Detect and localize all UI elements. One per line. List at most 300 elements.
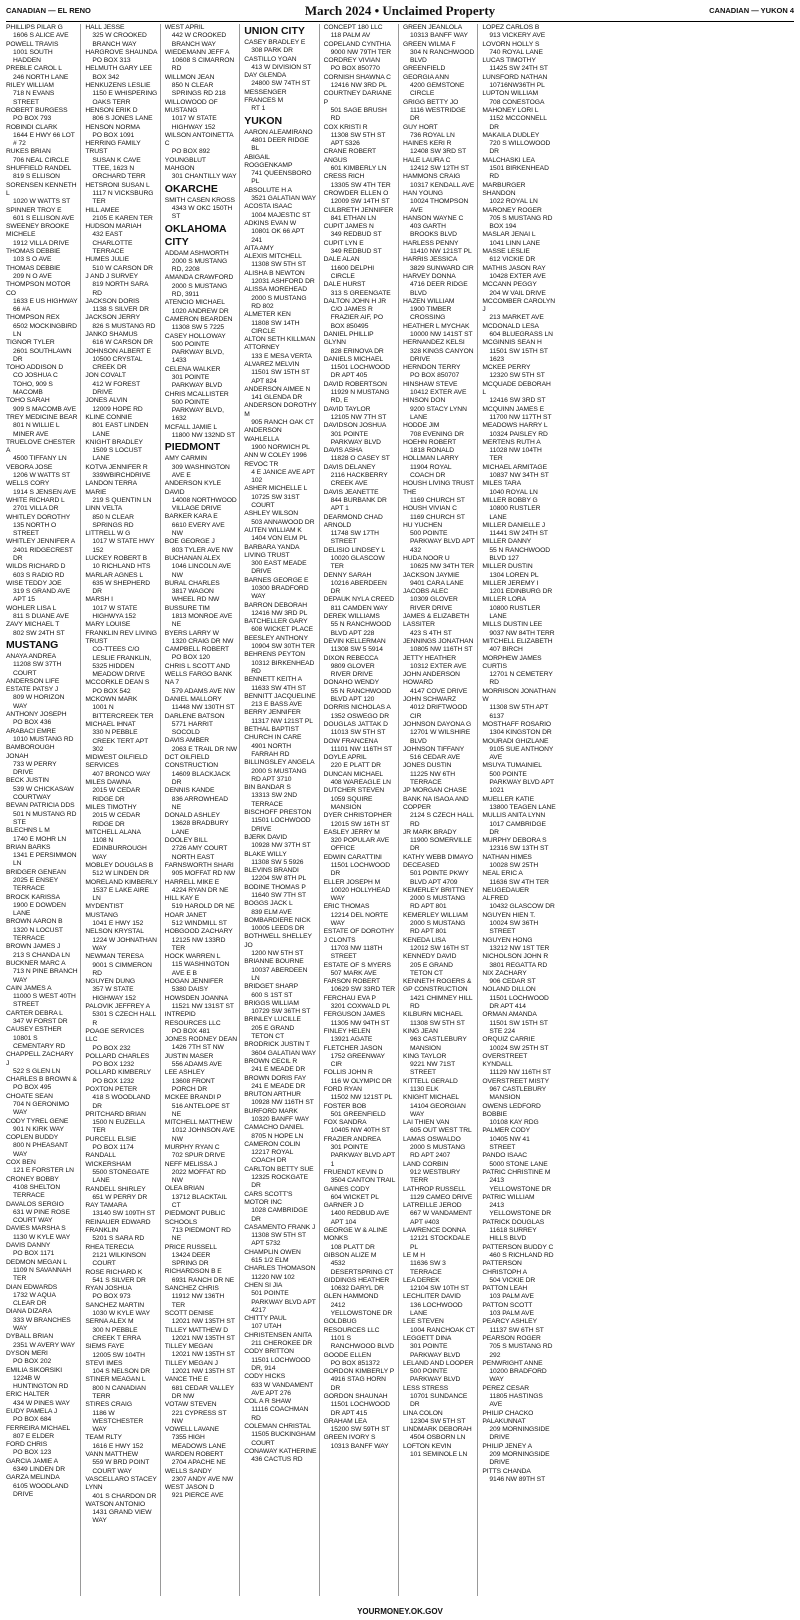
owner-address: 10000 NW 141ST ST [410, 330, 473, 338]
property-listing [403, 124, 475, 141]
owner-address: 844 BURBANK DR APT 1 [330, 496, 387, 513]
property-listing [482, 1318, 555, 1335]
property-listing [482, 762, 555, 795]
owner-address: 708 CONESTOGA [489, 98, 545, 106]
property-listing [6, 1093, 78, 1118]
owner-name: LOVORN HOLLY S [482, 40, 540, 48]
owner-name: PATTERSON CHRISTOPH A [482, 1260, 528, 1276]
owner-name: HARRELL MIKE E [164, 878, 220, 886]
owner-address: 10428 EXTER AVE [489, 272, 546, 280]
owner-name: DALTON JOHN H JR [323, 297, 387, 305]
owner-name: HEATHER L MYCHAK [403, 322, 470, 330]
property-listing [85, 1053, 157, 1070]
owner-name: PRITCHARD BRIAN [85, 1110, 146, 1118]
owner-address: 1426 7TH ST NW [171, 1044, 224, 1052]
owner-name: JOHN ANDERSON HOWARD [403, 671, 460, 687]
property-listing [6, 1308, 78, 1333]
owner-name: CHRISTENSEN ANITA [244, 1331, 312, 1339]
property-listing [244, 651, 316, 676]
property-listing [165, 580, 237, 605]
owner-address: 1028 CAMBRIDGE DR [251, 1207, 308, 1223]
owner-name: BENNETT KEITH A [244, 676, 303, 684]
owner-name: CUPIT JAMES N [323, 223, 374, 231]
property-listing [324, 738, 396, 755]
owner-name: CASTILLO YOAN [244, 55, 297, 63]
owner-name: DANIELS MICHAEL [323, 355, 384, 363]
owner-address: 2000 S MUSTANG RD, 2208 [171, 257, 228, 274]
property-listing [324, 190, 396, 207]
owner-name: FOSTER BOB [323, 1102, 367, 1110]
property-listing [85, 1451, 157, 1476]
owner-address: 1752 GREENWAY CIR [330, 1052, 385, 1069]
owner-name: DIANA DIZARA [6, 1308, 52, 1316]
owner-address: 651 W PERRY DR [92, 1193, 148, 1201]
city-heading: UNION CITY [244, 25, 305, 37]
owner-name: ANDERSON DOROTHY M [244, 402, 317, 418]
owner-name: MILLER JEREMY I [482, 579, 539, 587]
property-listing [482, 596, 555, 621]
property-listing [482, 157, 555, 182]
owner-name: BUCKNER MARC A [6, 959, 66, 967]
owner-name: AITA AMY [244, 244, 274, 252]
owner-address: 1017 W STATE HIGHWYA 152 [92, 604, 138, 621]
property-listing [165, 696, 237, 713]
owner-address: 241 E MEADE DR [251, 1082, 306, 1090]
property-listing [403, 65, 475, 98]
owner-address: 811 CAMDEN WAY [330, 604, 388, 612]
property-listing [85, 1028, 157, 1053]
owner-address: 12316 SW 13TH ST [489, 845, 549, 853]
property-listing [85, 1285, 157, 1302]
owner-name: DAVIS DELANEY [323, 463, 376, 471]
property-listing [6, 182, 78, 207]
owner-address: 1059 SQUIRE MANSION [330, 795, 373, 811]
owner-name: JACKSON JERRY [85, 314, 140, 322]
owner-name: LAND CORBIN [403, 1160, 449, 1168]
property-listing [6, 248, 78, 265]
owner-name: WEST APRIL [164, 24, 205, 31]
owner-address: 11308 SW 5TH ST [410, 1019, 465, 1027]
property-listing [403, 953, 475, 978]
owner-address: 12701 N CEMETERY RD [489, 671, 553, 687]
property-listing [6, 1051, 78, 1076]
owner-address: 407 BRONCO WAY [92, 770, 151, 778]
owner-address: 1030 W KYLE WAY [92, 1310, 150, 1318]
owner-name: PRICE RUSSELL [164, 1243, 217, 1251]
owner-name: NOLAND DILLON [482, 986, 536, 994]
owner-name: BURFORD MARK [244, 1107, 298, 1115]
owner-address: 11502 NW 121ST PL [330, 1094, 393, 1102]
owner-name: ANDERSON WAHLELLA [244, 427, 282, 443]
owner-name: KATHY WEBB DIMAYO DECEASED [403, 853, 474, 869]
property-listing [482, 298, 555, 323]
owner-address: 6349 LINDEN DR [13, 1466, 66, 1474]
owner-address: 11501 SW 15TH ST APT 824 [251, 369, 310, 385]
property-listing [85, 331, 157, 348]
owner-address: 10309 GLOVER RIVER DRIVE [410, 596, 458, 612]
property-listing [85, 1343, 157, 1360]
owner-address: 10805 NW 116TH ST [410, 646, 473, 654]
owner-name: MCFALL JAMIE L [164, 423, 217, 431]
owner-name: CAMERON BEARDEN [164, 315, 233, 323]
owner-address: 10320 BANFF WAY [251, 1116, 310, 1123]
owner-name: MESSENGER FRANCES M [244, 88, 287, 105]
owner-name: MAKAILA DUDLEY [482, 131, 540, 139]
owner-name: BRIANNE BOURNE [244, 958, 304, 966]
owner-address: 601 KIMBERLY LN [330, 165, 387, 173]
owner-address: PO BOX 850770 [330, 65, 380, 73]
owner-name: AUTEN WILLIAM K [244, 526, 302, 534]
owner-address: 10725 SW 31ST COURT [251, 493, 300, 510]
owner-address: 136 LOCHWOOD LANE [410, 1301, 463, 1318]
property-listing [165, 630, 237, 647]
owner-address: 4504 OSBORN LN [410, 1434, 466, 1442]
owner-address: 241 E MEADE DR [251, 1066, 306, 1074]
owner-address: 10800 RUSTLER LANE [489, 505, 541, 521]
owner-address: 1633 E US HIGHWAY 66 #A [13, 297, 78, 314]
owner-name: COLEMAN CHRISTAL [244, 1422, 311, 1430]
owner-address: 2307 ANDY AVE NW [171, 1475, 234, 1483]
property-listing [85, 804, 157, 829]
owner-name: BEVAN PATRICIA DDS [6, 802, 75, 810]
owner-address: 339WBIRCHDRIVE [92, 472, 151, 480]
property-listing [482, 57, 555, 74]
property-listing [85, 65, 157, 82]
property-listing [244, 1332, 316, 1349]
owner-name: CONAWAY KATHERINE [244, 1447, 317, 1455]
property-listing [6, 1076, 78, 1093]
property-listing [482, 837, 555, 854]
owner-name: PHILIP CHACKO PALAKUNNAT [482, 1409, 534, 1425]
owner-address: 601 S ELLISON AVE [13, 214, 75, 222]
owner-name: MCQUADE DEBORAH L [482, 380, 551, 397]
owner-address: 740 ROYAL LANE [489, 48, 543, 56]
owner-name: KOTVA JENNIFER R [85, 463, 148, 471]
property-listing [324, 978, 396, 995]
owner-address: 1017 W STATE HIGHWAY 152 [171, 115, 217, 131]
owner-name: ANDERSON KYLE DAVID [164, 480, 222, 496]
property-listing [6, 1242, 78, 1259]
property-listing [403, 1318, 475, 1335]
owner-address: 921 PIERCE AVE [171, 1492, 224, 1500]
owner-address: 412 W FOREST DRIVE [92, 380, 140, 397]
owner-address: 1108 N EDINBURROUGH WAY [92, 837, 147, 861]
owner-address: 819 S ELLISON [13, 173, 60, 181]
property-listing [244, 618, 316, 635]
owner-address: 320 POPULAR AVE OFFICE [330, 837, 390, 853]
owner-address: 309 WASHINGTON AVE E [171, 463, 230, 479]
property-listing [6, 1201, 78, 1226]
property-listing [482, 1410, 555, 1443]
owner-address: 1813 MONROE AVE NE [171, 613, 233, 629]
owner-name: HINSON DON [403, 397, 446, 405]
owner-name: BRIDGER GENEAN [6, 868, 66, 876]
property-listing [403, 696, 475, 721]
property-listing [482, 953, 555, 970]
owner-name: BLAKE WILLY [244, 850, 287, 858]
property-listing [165, 663, 237, 696]
owner-address: 11441 SW 24TH ST [489, 530, 548, 538]
owner-name: BISCHOFF PRESTON [244, 809, 312, 817]
owner-name: STEVI IMES [85, 1359, 123, 1367]
owner-name: WILLMON JEAN [164, 73, 215, 81]
owner-name: DANIEL PHILLIP GLYNN [323, 330, 374, 347]
owner-name: KILBURN MICHAEL [403, 1011, 463, 1019]
owner-address: 667 W VANDAMENT APT #403 [410, 1210, 472, 1226]
owner-name: WARDEN ROBERT [164, 1450, 224, 1458]
owner-address: 1004 RANCHOAK CT [410, 1326, 475, 1334]
property-listing [324, 679, 396, 704]
owner-name: LINDMARK DEBORAH [403, 1426, 472, 1434]
property-listing [85, 480, 157, 505]
owner-address: 503 ANNAWOOD DR [251, 518, 315, 526]
owner-address: 1152 MCCONNELL DR [489, 115, 547, 131]
owner-address: 1606 S ALICE AVE [13, 32, 69, 40]
owner-address: C/O JAMES R FRAZIER AIF, PO BOX 850495 [330, 306, 383, 330]
property-listing [6, 497, 78, 514]
owner-address: 3817 WAGON WHEEL RD NW [171, 588, 220, 604]
owner-address: 13921 AGATE [330, 1036, 373, 1044]
owner-address: 10313 BANFF WAY [410, 32, 468, 40]
property-listing [244, 1166, 316, 1191]
property-listing [85, 223, 157, 256]
property-listing [6, 339, 78, 364]
property-listing [85, 1302, 157, 1319]
property-listing [324, 787, 396, 812]
owner-name: FINLEY HELEN [323, 1027, 371, 1035]
owner-address: 2022 MOFFAT RD NW [171, 1168, 226, 1185]
property-listing [482, 796, 555, 813]
property-listing [85, 1244, 157, 1269]
property-listing [6, 1350, 78, 1367]
owner-name: POAGE SERVICES LLC [85, 1027, 145, 1044]
owner-address: 708 EVENING DR [410, 430, 464, 438]
property-listing [244, 427, 316, 452]
property-listing [324, 903, 396, 928]
property-listing [165, 555, 237, 580]
footer-url[interactable]: YOURMONEY.OK.GOV [357, 1607, 443, 1616]
property-listing [85, 397, 157, 414]
owner-address: 1421 CHIMNEY HILL RD [410, 994, 473, 1011]
owner-address: 11633 SW 4TH ST [251, 684, 307, 692]
owner-name: EUDY PAMELA J [6, 1407, 58, 1415]
owner-name: BARNES GEORGE E [244, 576, 309, 584]
property-listing [482, 464, 555, 481]
owner-address: 10024 SW 36TH STREET [489, 920, 539, 936]
owner-address: 12009 SW 14TH ST [330, 198, 390, 206]
owner-name: GRIGG BETTY JO [403, 98, 459, 106]
property-listing [244, 187, 316, 204]
owner-name: MILLER LORA [482, 596, 527, 604]
owner-address: 736 ROYAL LN [410, 131, 455, 139]
owner-address: 800 N CANADIAN TERR [92, 1384, 146, 1400]
owner-address: 11137 SW 6TH ST [489, 1326, 544, 1334]
property-listing [324, 1136, 396, 1169]
property-listing [85, 140, 157, 181]
owner-name: MILES TIMOTHY [85, 803, 137, 811]
owner-name: ALTON SETH KILLMAN ATTORNEY [244, 336, 316, 352]
owner-name: THOMPSON MOTOR CO [6, 281, 71, 297]
owner-address: 12015 SW 16TH ST [330, 820, 390, 828]
property-listing [324, 1318, 396, 1351]
owner-name: BOGGS JACK L [244, 900, 293, 908]
owner-address: 1017 W STATE HWY 152 [92, 538, 155, 554]
owner-address: 2015 W CEDAR RIDGE DR [92, 787, 141, 803]
owner-address: 300 N PEBBLE CREEK T ERRA [92, 1326, 141, 1342]
property-listing [244, 527, 316, 544]
property-listing [244, 635, 316, 652]
property-listing [165, 1036, 237, 1053]
owner-address: PO BOX 973 [92, 1293, 131, 1301]
owner-address: 1900 TIMBER CROSSING [410, 306, 452, 322]
owner-address: 118 PALM AV [330, 32, 371, 40]
owner-address: 13712 BLACKTAIL CT [171, 1193, 227, 1210]
owner-address: 12408 SW 3RD ST [410, 148, 467, 156]
property-listing [165, 274, 237, 299]
property-listing [6, 1391, 78, 1408]
owner-name: PIEDMONT PUBLIC SCHOOLS [164, 1210, 226, 1226]
owner-address: 800 N PHEASANT WAY [13, 1142, 68, 1158]
owner-name: LESS STRESS [403, 1384, 449, 1392]
owner-address: 507 MARK AVE [330, 969, 377, 977]
owner-name: PATRIC CHRISTINE M [482, 1168, 551, 1176]
owner-name: FARNSWORTH SHARI [164, 861, 234, 869]
property-listing [482, 381, 555, 406]
owner-name: HAN YOUNG [403, 189, 443, 197]
owner-name: DALE HURST [323, 281, 366, 289]
owner-address: 403 GARTH BROOKS BLVD [410, 223, 457, 239]
owner-address: PO BOX 1232 [92, 1061, 135, 1069]
property-listing [6, 514, 78, 539]
owner-address: 512 WINDMILL ST [171, 919, 227, 927]
owner-name: NEFF MELISSA J [164, 1160, 218, 1168]
owner-name: JUSTIN MASER [164, 1052, 214, 1060]
owner-name: BLEVINS BRANDI [244, 867, 299, 875]
owner-name: THOMPSON REX [6, 314, 60, 322]
owner-name: PATRIC WILLIAM [482, 1193, 535, 1201]
property-listing [403, 1136, 475, 1161]
owner-name: KENNETH ROGERS & GP CONSTRUCTION [403, 978, 472, 994]
owner-name: GLEN HAMMOND [323, 1293, 379, 1301]
owner-address: 600 S 1ST ST [251, 991, 293, 999]
property-listing [85, 182, 157, 207]
property-listing [85, 978, 157, 1003]
owner-name: MURPHY DEBORA S [482, 837, 547, 845]
property-listing [6, 1259, 78, 1284]
owner-name: RHEA TERECIA [85, 1243, 134, 1251]
owner-address: 10500 CRYSTAL CREEK DR [92, 355, 143, 372]
owner-address: 12416 SW 3RD ST [489, 397, 546, 405]
owner-name: MILES DAWNA [85, 779, 132, 787]
owner-address: 967 CASTLEBURY MANSION [489, 1086, 547, 1102]
owner-address: 11116 COACHMAN RD [251, 1406, 309, 1422]
owner-address: 14008 NORTHWOOD VILLAGE DRIVE [171, 496, 237, 513]
property-listing [6, 24, 78, 41]
owner-address: 325 W CROOKED BRANCH WAY [92, 32, 147, 48]
owner-name: PALMER CODY [482, 1127, 531, 1135]
owner-name: LEA DEREK [403, 1276, 440, 1284]
owner-name: ASHLEY WILSON [244, 510, 299, 518]
property-listing [85, 49, 157, 66]
property-listing [482, 1385, 555, 1410]
property-listing [482, 854, 555, 871]
owner-name: DAVIES MARSHA S [6, 1225, 66, 1233]
owner-name: KITTELL GERALD [403, 1077, 458, 1085]
owner-name: JENNINGS JONATHAN [403, 637, 474, 645]
property-listing [482, 522, 555, 539]
owner-name: CASEY BRADLEY E [244, 39, 306, 46]
property-listing [244, 270, 316, 287]
owner-name: PITTS CHANDA [482, 1467, 531, 1475]
owner-name: LECHLITER DAVID [403, 1293, 461, 1301]
owner-address: 408 WAREAGLE LN [330, 779, 391, 787]
property-listing [403, 829, 475, 854]
owner-address: 10324 PAISLEY RD [489, 430, 548, 438]
owner-address: 913 VICKERY AVE [489, 32, 546, 40]
owner-name: DONALD ASHLEY [164, 812, 220, 820]
property-listing [6, 1474, 78, 1499]
owner-address: PO BOX 123 [13, 1449, 52, 1457]
city-heading: MUSTANG [6, 638, 59, 651]
owner-address: PO BOX 120 [171, 654, 210, 662]
property-listing [165, 812, 237, 837]
property-listing [6, 148, 78, 165]
owner-address: 12021 NW 135TH ST [171, 1318, 235, 1326]
property-listing [324, 489, 396, 514]
owner-name: MAHONEY LORI L [482, 106, 539, 114]
owner-name: HARVEY DONNA [403, 272, 456, 280]
owner-address: PO BOX 684 [13, 1416, 52, 1424]
owner-name: HU YUCHEN [403, 521, 443, 529]
owner-address: PO BOX 892 [171, 148, 210, 156]
owner-name: HALE LAURA C [403, 156, 451, 164]
owner-address: 5380 DAISY [171, 986, 209, 994]
owner-name: HAMMONS CRAIG [403, 173, 461, 181]
property-listing [403, 381, 475, 398]
owner-address: 4901 NORTH FARRAH RD [251, 742, 292, 758]
property-listing [85, 779, 157, 804]
property-listing [165, 953, 237, 978]
property-listing [324, 1252, 396, 1277]
owner-address: 9200 STACY LYNN LANE [410, 405, 467, 421]
owner-address: 1040 ROYAL LN [489, 488, 538, 496]
owner-address: 10928 NW 116TH ST [251, 1099, 314, 1107]
owner-address: 10024 THOMPSON AVE [410, 198, 469, 214]
owner-name: KLINE CONNIE [85, 413, 132, 421]
property-listing [403, 364, 475, 381]
owner-address: 11308 SW 5 5926 [251, 858, 304, 866]
owner-address: 349 REDBUD ST [330, 248, 382, 256]
owner-address: 9037 NW 84TH TERR [489, 629, 555, 637]
owner-address: 10432 GLASCOW DR [489, 903, 555, 911]
owner-name: FOX SANDRA [323, 1119, 367, 1127]
owner-address: 11101 NW 116TH ST [330, 745, 393, 753]
owner-address: 1101 S RANCHWOOD BLVD [330, 1334, 395, 1351]
owner-address: 11410 NW 121ST PL [410, 248, 472, 256]
owner-address: 3801 REGATTA RD [489, 961, 548, 969]
owner-name: ORMAN AMANDA [482, 1011, 537, 1019]
owner-address: 11828 O CASEY ST [330, 455, 390, 463]
owner-address: 10629 SW 33RD TER [330, 986, 396, 994]
owner-address: 9146 NW 89TH ST [489, 1475, 546, 1483]
owner-name: TRUELOVE CHESTER A [6, 438, 76, 455]
owner-name: GORDON SHAUNAH [323, 1392, 388, 1400]
owner-name: MILLS DUSTIN LEE [482, 621, 543, 629]
property-listing [6, 1225, 78, 1242]
owner-name: HOLLMAN LARRY [403, 455, 459, 463]
owner-address: 11028 NW 104TH TER [489, 447, 542, 463]
owner-name: LATREILLE JEROD [403, 1202, 462, 1210]
